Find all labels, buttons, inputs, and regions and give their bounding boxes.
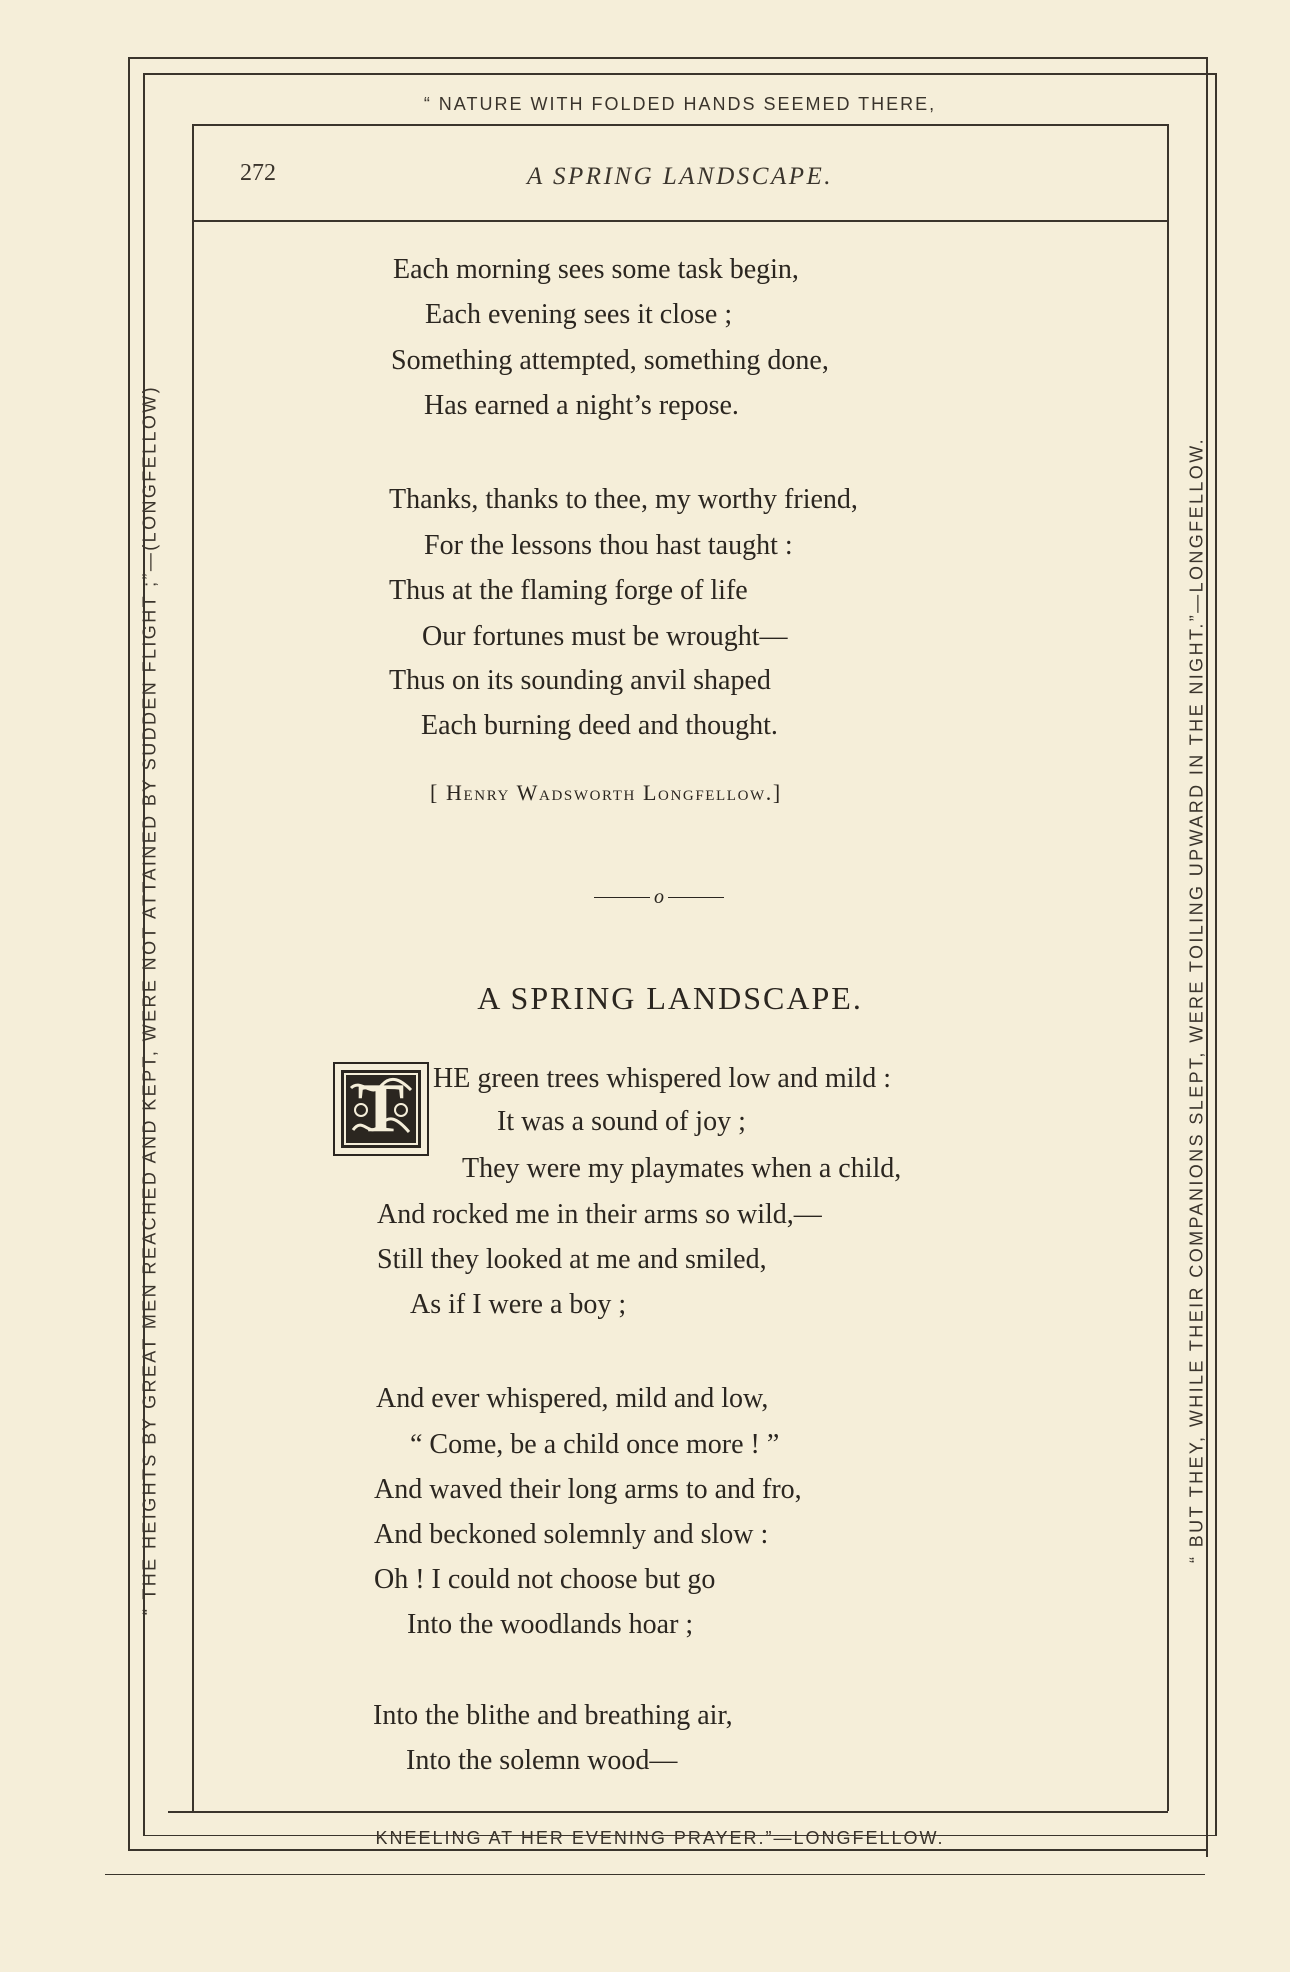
bottom-margin-caption: KNEELING AT HER EVENING PRAYER.”—LONGFELLOW. [375,1828,945,1848]
decorative-dropcap [333,1062,429,1156]
poem-line: And waved their long arms to and fro, [374,1474,802,1505]
poem-line: Each morning sees some task begin, [393,254,799,285]
poem-line: Thanks, thanks to thee, my worthy friend, [389,484,858,515]
poem-line: Into the solemn wood— [406,1745,678,1776]
text-frame-right [1167,124,1169,1811]
page-number: 272 [240,160,276,186]
poem-line: Each evening sees it close ; [425,299,733,330]
attribution-name: Henry Wadsworth Longfellow. [446,780,773,805]
inner-frame-right [1215,73,1217,1836]
separator-dash-left [594,897,650,899]
poem-line: Into the woodlands hoar ; [407,1609,694,1640]
outer-border-top [128,57,1208,59]
header-rule [192,220,1167,222]
poem-line: Has earned a night’s repose. [424,390,739,421]
poem-line: It was a sound of joy ; [497,1106,746,1137]
text-frame-bottom [168,1811,1168,1813]
inner-frame-top [143,73,1217,75]
poem-line: For the lessons thou hast taught : [424,530,793,561]
poem-line: Thus on its sounding anvil shaped [389,665,771,696]
poem-line: And rocked me in their arms so wild,— [377,1199,822,1230]
text-frame-top [192,124,1167,126]
attribution-bracket-open: [ [430,780,439,805]
poem-line: “ Come, be a child once more ! ” [410,1429,780,1460]
outer-border-left [128,57,130,1850]
right-margin-caption: “ BUT THEY, WHILE THEIR COMPANIONS SLEPT, WERE TOILING UPWARD IN THE NIGHT.”—LONGFELLOW. [1186,436,1207,1564]
section-separator [594,886,724,909]
poem-line: HE green trees whispered low and mild : [433,1063,891,1094]
outer-border-bottom-extra [105,1874,1205,1875]
left-margin-caption: “ THE HEIGHTS BY GREAT MEN REACHED AND KEPT, WERE NOT ATTAINED BY SUDDEN FLIGHT ;”—(LONGFELLOW) [139,384,160,1616]
poem-line: Each burning deed and thought. [421,710,778,741]
poem-line: As if I were a boy ; [410,1289,627,1320]
text-frame-left [192,124,194,1811]
poem-line: They were my playmates when a child, [462,1153,902,1184]
poem-line: And beckoned solemnly and slow : [374,1519,769,1550]
poem-line: Thus at the flaming forge of life [389,575,748,606]
poem-title: A SPRING LANDSCAPE. [477,980,863,1016]
poem-line: Something attempted, something done, [391,345,829,376]
separator-dash-right [668,897,724,899]
poem-line: Still they looked at me and smiled, [377,1244,767,1275]
dropcap-letter: T [357,1070,405,1147]
running-head: A SPRING LANDSCAPE. [526,163,834,190]
poem-line: Our fortunes must be wrought— [422,621,788,652]
author-attribution [430,780,782,806]
outer-border-bottom [128,1849,1208,1851]
attribution-bracket-close: ] [772,780,782,805]
separator-glyph: o [654,886,664,908]
poem-line: And ever whispered, mild and low, [376,1383,769,1414]
poem-line: Into the blithe and breathing air, [373,1700,733,1731]
top-margin-caption: “ NATURE WITH FOLDED HANDS SEEMED THERE, [423,94,937,114]
poem-line: Oh ! I could not choose but go [374,1564,716,1595]
